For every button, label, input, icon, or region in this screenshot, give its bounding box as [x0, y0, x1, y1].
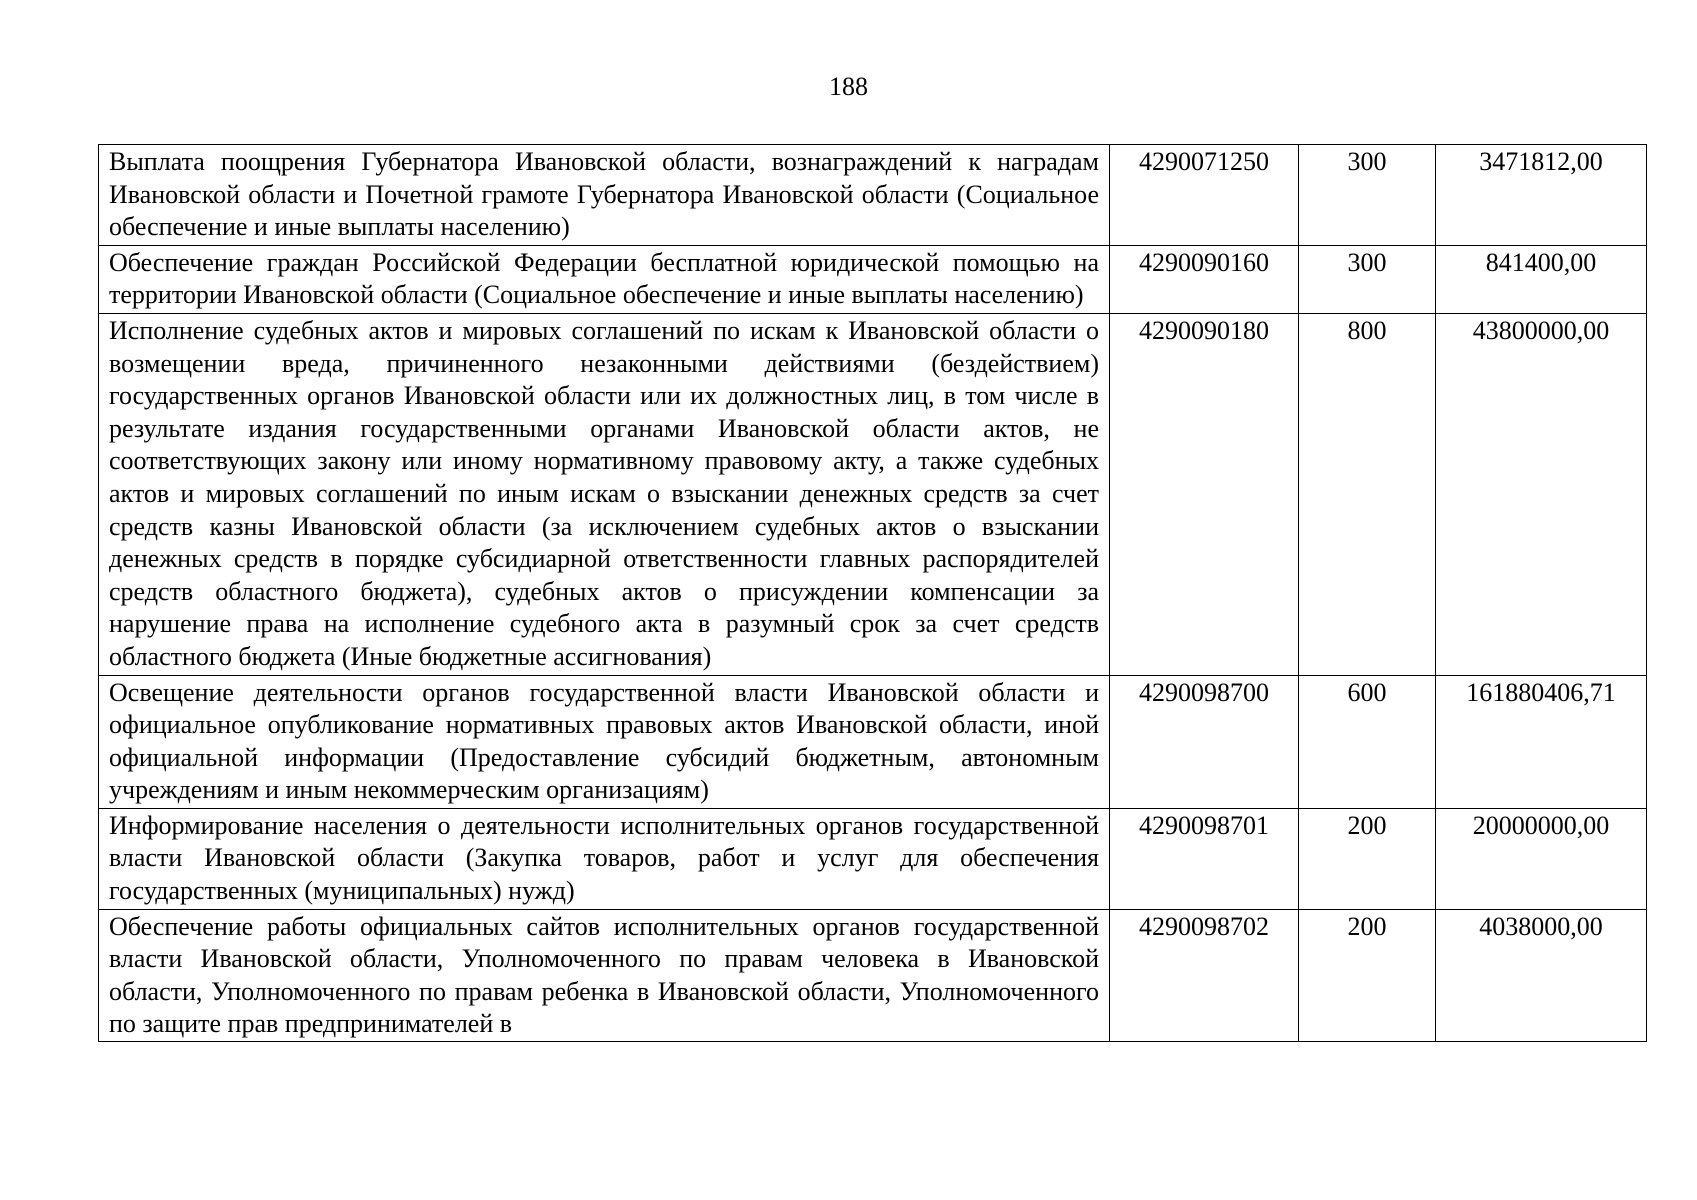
row-description: Обеспечение работы официальных сайтов исполнительных органов государственной власти Ивановской области, Уполномоченного по правам человека в Ивановской области, Уполномоченного по правам ребенка в Ивановской области, Уполномоченного по защите прав предпринимателей в [99, 909, 1110, 1041]
budget-table-body [99, 145, 1647, 1042]
table-row [99, 675, 1647, 808]
row-expense-type: 200 [1299, 909, 1436, 1041]
row-amount: 161880406,71 [1436, 675, 1647, 808]
row-description: Исполнение судебных актов и мировых соглашений по искам к Ивановской области о возмещении вреда, причиненного незаконными действиями (бездействием) государственных органов Ивановской области или их должностных лиц, в том числе в результате издания государственными органами Ивановской области актов, не соответствующих закону или иному нормативному правовому акту, а также судебных актов и мировых соглашений по иным искам о взыскании денежных средств за счет средств казны Ивановской области (за исключением судебных актов о взыскании денежных средств в порядке субсидиарной ответственности главных распорядителей средств областного бюджета), судебных актов о присуждении компенсации за нарушение права на исполнение судебного акта в разумный срок за счет средств областного бюджета (Иные бюджетные ассигнования) [99, 313, 1110, 675]
row-description: Обеспечение граждан Российской Федерации бесплатной юридической помощью на территории Ивановской области (Социальное обеспечение и иные выплаты населению) [99, 245, 1110, 313]
table-row [99, 909, 1647, 1041]
row-expense-type: 300 [1299, 245, 1436, 313]
row-target-code: 4290098702 [1110, 909, 1299, 1041]
row-target-code: 4290098701 [1110, 808, 1299, 909]
page-number: 188 [829, 72, 868, 101]
row-amount: 43800000,00 [1436, 313, 1647, 675]
row-target-code: 4290090160 [1110, 245, 1299, 313]
row-amount: 3471812,00 [1436, 145, 1647, 246]
row-expense-type: 600 [1299, 675, 1436, 808]
row-expense-type: 200 [1299, 808, 1436, 909]
row-amount: 4038000,00 [1436, 909, 1647, 1041]
table-row [99, 245, 1647, 313]
row-target-code: 4290098700 [1110, 675, 1299, 808]
table-row [99, 313, 1647, 675]
row-amount: 20000000,00 [1436, 808, 1647, 909]
table-row [99, 145, 1647, 246]
row-amount: 841400,00 [1436, 245, 1647, 313]
budget-table [98, 144, 1647, 1042]
row-description: Выплата поощрения Губернатора Ивановской области, вознаграждений к наградам Ивановской области и Почетной грамоте Губернатора Ивановской области (Социальное обеспечение и иные выплаты населению) [99, 145, 1110, 246]
row-expense-type: 300 [1299, 145, 1436, 246]
row-target-code: 4290090180 [1110, 313, 1299, 675]
row-target-code: 4290071250 [1110, 145, 1299, 246]
row-description: Освещение деятельности органов государственной власти Ивановской области и официальное опубликование нормативных правовых актов Ивановской области, иной официальной информации (Предоставление субсидий бюджетным, автономным учреждениям и иным некоммерческим организациям) [99, 675, 1110, 808]
table-row [99, 808, 1647, 909]
row-expense-type: 800 [1299, 313, 1436, 675]
row-description: Информирование населения о деятельности исполнительных органов государственной власти Ивановской области (Закупка товаров, работ и услуг для обеспечения государственных (муниципальных) нужд) [99, 808, 1110, 909]
